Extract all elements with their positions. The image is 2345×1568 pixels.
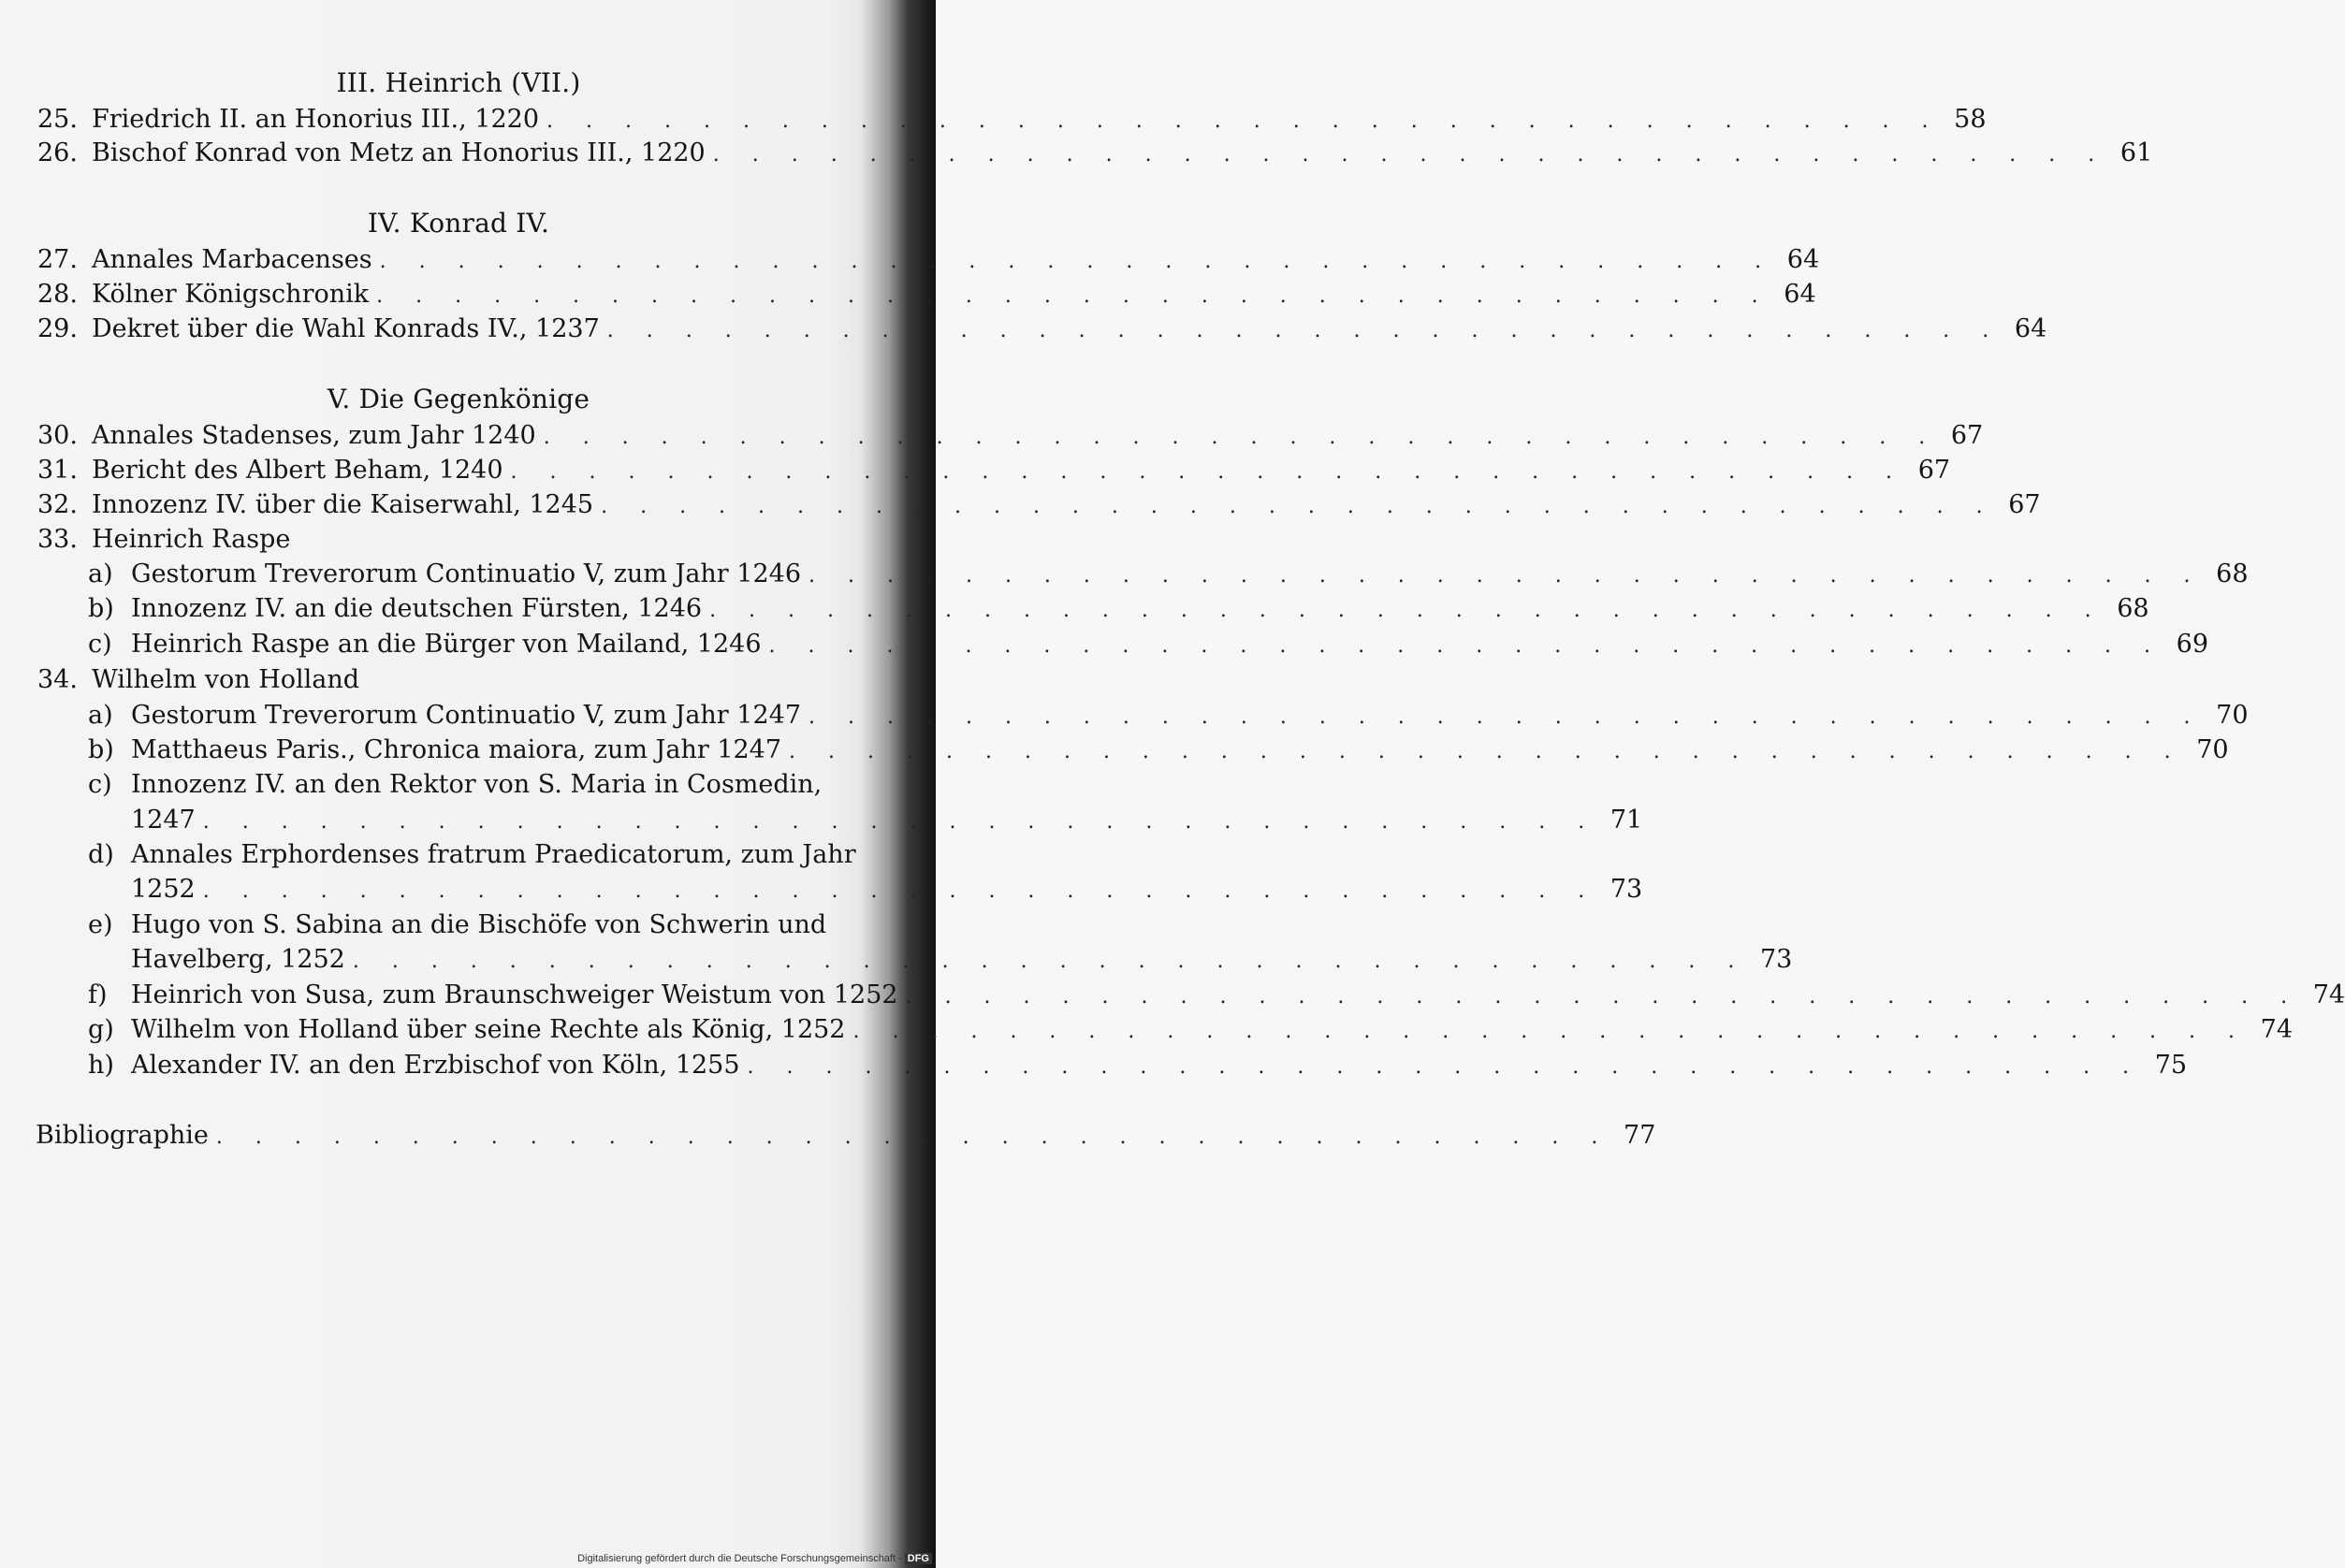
- entry-title: Friedrich II. an Honorius III., 1220: [92, 105, 540, 134]
- entry-title: Innozenz IV. an die deutschen Fürsten, 1246: [131, 594, 703, 623]
- toc-subentry-continuation: [131, 945, 1793, 979]
- toc-subentry[interactable]: [88, 840, 880, 874]
- entry-page: 68: [2117, 594, 2149, 623]
- subentry-letter: h): [88, 1051, 114, 1080]
- entry-page: 71: [1609, 806, 1643, 835]
- entry-page: 70: [2216, 701, 2249, 730]
- dot-leader: . . . . . . . . . . . . . . . . . . . . . . . . . . . . . . . . . . . .: [352, 950, 1748, 973]
- toc-entry[interactable]: [37, 490, 2041, 524]
- subentry-letter: b): [88, 735, 114, 764]
- dot-leader: . . . . . . . . . . . . . . . . . . . . . . . . . . . . . . . . . . . .: [768, 634, 2164, 658]
- dot-leader: . . . . . . . . . . . . . . . . . . . . . . . . . . . . . . . . . . . .: [202, 810, 1598, 834]
- entry-title-line2: 1252: [131, 875, 196, 904]
- toc-subentry[interactable]: [88, 594, 2149, 628]
- toc-subentry-continuation: [131, 806, 1643, 839]
- entry-title: Dekret über die Wahl Konrads IV., 1237: [92, 314, 600, 343]
- toc-entry-group: [37, 525, 880, 559]
- entry-number: 33.: [37, 525, 78, 554]
- dot-leader: . . . . . . . . . . . . . . . . . . . . . . . . . . . . . . . . . . . .: [789, 740, 2184, 763]
- entry-number: 29.: [37, 314, 78, 343]
- entry-title-line1: Hugo von S. Sabina an die Bischöfe von Schwerin und: [131, 910, 827, 939]
- dot-leader: . . . . . . . . . . . . . . . . . . . . . . . . . . . . . . . . . . . .: [510, 460, 1906, 484]
- entry-page: 68: [2216, 559, 2249, 588]
- subentry-letter: g): [88, 1015, 114, 1044]
- entry-title: Annales Marbacenses: [92, 245, 372, 274]
- entry-page: 64: [1786, 245, 1820, 274]
- entry-title: Wilhelm von Holland: [92, 665, 360, 694]
- entry-title: Gestorum Treverorum Continuatio V, zum Jahr 1247: [131, 701, 802, 730]
- entry-page: 73: [1609, 875, 1643, 904]
- dot-leader: . . . . . . . . . . . . . . . . . . . . . . . . . . . . . . . . . . . .: [712, 143, 2108, 167]
- toc-entry[interactable]: [37, 245, 1820, 279]
- entry-page: 75: [2154, 1051, 2188, 1080]
- toc-subentry[interactable]: [88, 1015, 2294, 1049]
- dot-leader: . . . . . . . . . . . . . . . . . . . . . . . . . . . . . . . . . . . .: [905, 985, 2301, 1009]
- toc-entry[interactable]: [37, 314, 2047, 348]
- entry-title: Annales Stadenses, zum Jahr 1240: [92, 421, 536, 450]
- entry-title: Bischof Konrad von Metz an Honorius III., 1220: [92, 138, 706, 167]
- entry-page: 73: [1760, 945, 1793, 974]
- toc-subentry[interactable]: [88, 980, 2345, 1014]
- dot-leader: . . . . . . . . . . . . . . . . . . . . . . . . . . . . . . . . . . . .: [808, 564, 2204, 588]
- toc-subentry[interactable]: [88, 735, 2229, 769]
- entry-title: Heinrich von Susa, zum Braunschweiger Weistum von 1252: [131, 980, 898, 1009]
- toc-subentry[interactable]: [88, 630, 2209, 663]
- toc-subentry-continuation: [131, 875, 1643, 908]
- dot-leader: . . . . . . . . . . . . . . . . . . . . . . . . . . . . . . . . . . . .: [606, 319, 2003, 342]
- toc-subentry[interactable]: [88, 1051, 2188, 1084]
- entry-title: Matthaeus Paris., Chronica maiora, zum Jahr 1247: [131, 735, 782, 764]
- entry-title-line2: 1247: [131, 806, 196, 835]
- subentry-letter: c): [88, 630, 112, 659]
- entry-number: 26.: [37, 138, 78, 167]
- entry-number: 28.: [37, 280, 78, 309]
- entry-number: 27.: [37, 245, 78, 274]
- entry-number: 31.: [37, 456, 78, 485]
- entry-page: 61: [2119, 138, 2153, 167]
- dot-leader: . . . . . . . . . . . . . . . . . . . . . . . . . . . . . . . . . . . .: [852, 1020, 2249, 1043]
- toc-subentry[interactable]: [88, 701, 2249, 734]
- dfg-logo: DFG: [905, 1553, 932, 1564]
- subentry-letter: e): [88, 910, 113, 939]
- entry-page: 64: [1784, 280, 1816, 309]
- toc-entry[interactable]: [37, 421, 1984, 455]
- dot-leader: . . . . . . . . . . . . . . . . . . . . . . . . . . . . . . . . . . . .: [546, 109, 1942, 133]
- section-heading: V. Die Gegenkönige: [327, 384, 590, 414]
- entry-title: Heinrich Raspe: [92, 525, 291, 554]
- entry-page: 74: [2260, 1015, 2294, 1044]
- digitization-credit: [577, 1553, 932, 1564]
- toc-entry[interactable]: [37, 280, 1816, 313]
- dot-leader: . . . . . . . . . . . . . . . . . . . . . . . . . . . . . . . . . . . .: [379, 250, 1775, 273]
- entry-title: Kölner Königschronik: [92, 280, 370, 309]
- toc-entry[interactable]: [37, 456, 1951, 489]
- entry-page: 74: [2312, 980, 2345, 1009]
- subentry-letter: f): [88, 980, 108, 1009]
- dot-leader: . . . . . . . . . . . . . . . . . . . . . . . . . . . . . . . . . . . .: [543, 426, 1939, 449]
- entry-page: 70: [2196, 735, 2229, 764]
- entry-page: 69: [2176, 630, 2209, 659]
- toc-entry-group: [37, 665, 880, 699]
- dot-leader: . . . . . . . . . . . . . . . . . . . . . . . . . . . . . . . . . . . .: [808, 705, 2204, 729]
- toc-subentry[interactable]: [88, 910, 880, 944]
- dot-leader: . . . . . . . . . . . . . . . . . . . . . . . . . . . . . . . . . . . .: [202, 879, 1598, 903]
- subentry-letter: c): [88, 770, 112, 799]
- credit-text: Digitalisierung gefördert durch die Deutsche Forschungsgemeinschaft -: [577, 1553, 902, 1564]
- toc-subentry[interactable]: [88, 770, 880, 804]
- entry-number: 32.: [37, 490, 78, 519]
- entry-title: Bibliographie: [36, 1121, 209, 1150]
- toc-subentry[interactable]: [88, 559, 2249, 593]
- section-heading: IV. Konrad IV.: [367, 208, 550, 239]
- entry-page: 67: [1950, 421, 1984, 450]
- dot-leader: . . . . . . . . . . . . . . . . . . . . . . . . . . . . . . . . . . . .: [709, 599, 2105, 622]
- dot-leader: . . . . . . . . . . . . . . . . . . . . . . . . . . . . . . . . . . . .: [747, 1055, 2143, 1079]
- toc-entry[interactable]: [37, 138, 2153, 172]
- entry-title-line1: Innozenz IV. an den Rektor von S. Maria in Cosmedin,: [131, 770, 823, 799]
- toc-entry-bibliographie[interactable]: [36, 1121, 1656, 1154]
- dot-leader: . . . . . . . . . . . . . . . . . . . . . . . . . . . . . . . . . . . .: [376, 284, 1771, 308]
- entry-title: Bericht des Albert Beham, 1240: [92, 456, 503, 485]
- subentry-letter: a): [88, 559, 113, 588]
- entry-title: Gestorum Treverorum Continuatio V, zum Jahr 1246: [131, 559, 802, 588]
- section-heading: III. Heinrich (VII.): [336, 67, 581, 98]
- subentry-letter: a): [88, 701, 113, 730]
- entry-title-line1: Annales Erphordenses fratrum Praedicatorum, zum Jahr: [131, 840, 856, 869]
- entry-title-line2: Havelberg, 1252: [131, 945, 345, 974]
- dot-leader: . . . . . . . . . . . . . . . . . . . . . . . . . . . . . . . . . . . .: [601, 495, 1996, 518]
- entry-number: 34.: [37, 665, 78, 694]
- entry-page: 67: [2008, 490, 2041, 519]
- entry-title: Heinrich Raspe an die Bürger von Mailand, 1246: [131, 630, 762, 659]
- toc-entry[interactable]: [37, 105, 1987, 138]
- subentry-letter: b): [88, 594, 114, 623]
- entry-page: 64: [2014, 314, 2047, 343]
- entry-page: 77: [1624, 1121, 1656, 1150]
- subentry-letter: d): [88, 840, 114, 869]
- entry-title: Alexander IV. an den Erzbischof von Köln, 1255: [131, 1051, 740, 1080]
- entry-page: 67: [1917, 456, 1951, 485]
- entry-title: Innozenz IV. über die Kaiserwahl, 1245: [92, 490, 594, 519]
- dot-leader: . . . . . . . . . . . . . . . . . . . . . . . . . . . . . . . . . . . .: [215, 1125, 1611, 1149]
- entry-page: 58: [1954, 105, 1987, 134]
- entry-title: Wilhelm von Holland über seine Rechte als König, 1252: [131, 1015, 846, 1044]
- entry-number: 25.: [37, 105, 78, 134]
- entry-number: 30.: [37, 421, 78, 450]
